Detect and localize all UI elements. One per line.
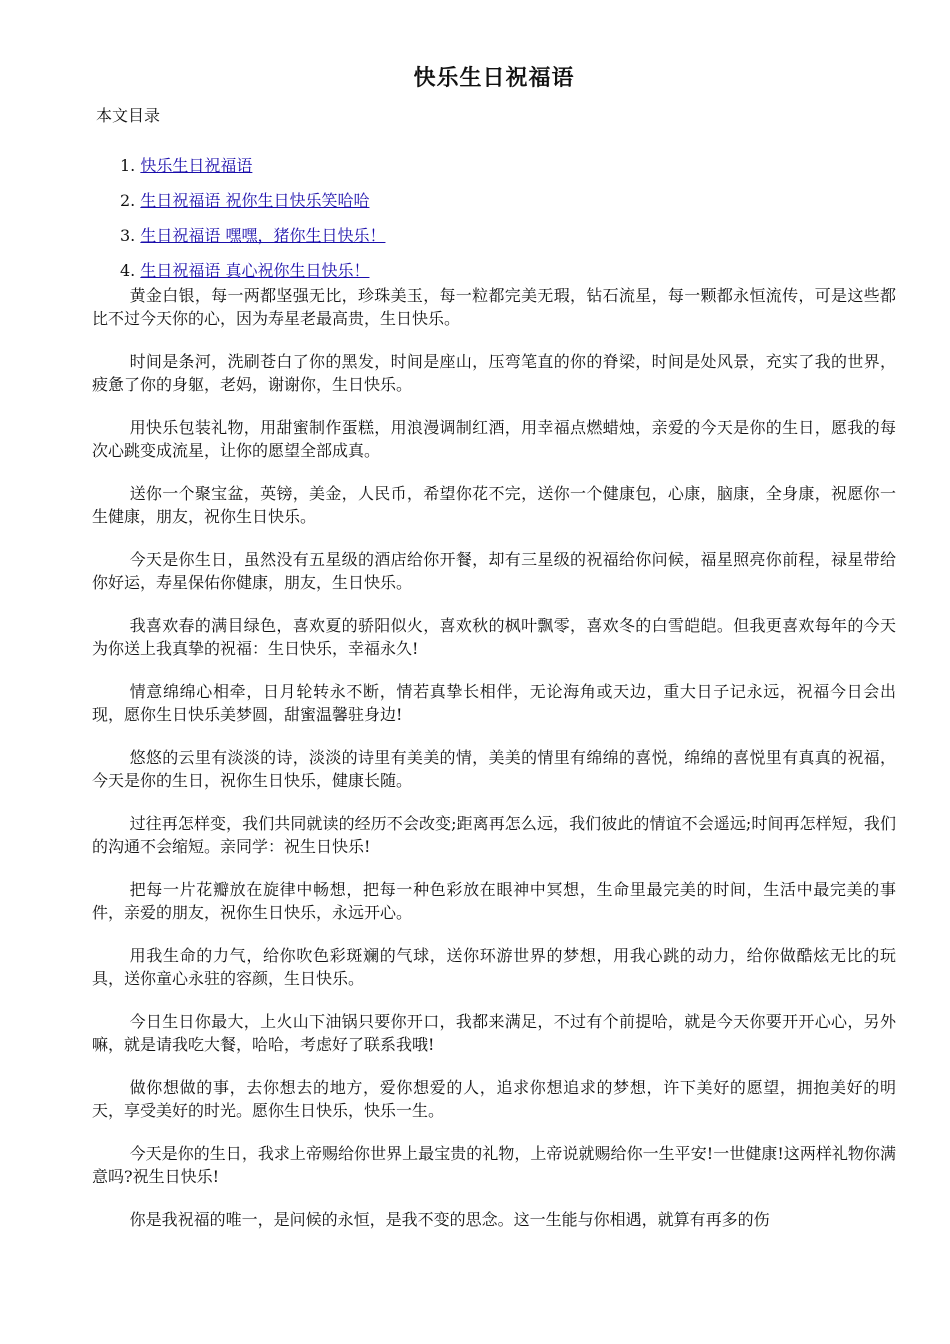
toc-link-2[interactable]: 生日祝福语 祝你生日快乐笑哈哈	[140, 191, 370, 210]
paragraph: 今日生日你最大，上火山下油锅只要你开口，我都来满足，不过有个前提哈，就是今天你要开开心心，另外嘛，就是请我吃大餐，哈哈，考虑好了联系我哦!	[92, 1012, 896, 1054]
paragraph: 情意绵绵心相牵，日月轮转永不断，情若真挚长相伴，无论海角或天边，重大日子记永远，祝福今日会出现，愿你生日快乐美梦圆，甜蜜温馨驻身边!	[92, 682, 896, 724]
toc-link-4[interactable]: 生日祝福语 真心祝你生日快乐！	[140, 261, 370, 280]
toc-item	[120, 224, 896, 247]
paragraph: 用我生命的力气，给你吹色彩斑斓的气球，送你环游世界的梦想，用我心跳的动力，给你做酷炫无比的玩具，送你童心永驻的容颜，生日快乐。	[92, 946, 896, 988]
paragraph: 把每一片花瓣放在旋律中畅想，把每一种色彩放在眼神中冥想，生命里最完美的时间，生活中最完美的事件，亲爱的朋友，祝你生日快乐，永远开心。	[92, 880, 896, 922]
toc-number: 1.	[120, 156, 136, 175]
toc-number: 3.	[120, 226, 136, 245]
paragraph: 过往再怎样变，我们共同就读的经历不会改变;距离再怎么远，我们彼此的情谊不会遥远;时间再怎样短，我们的沟通不会缩短。亲同学：祝生日快乐!	[92, 814, 896, 856]
toc-number: 4.	[120, 261, 136, 280]
toc-link-3[interactable]: 生日祝福语 嘿嘿，猪你生日快乐！	[140, 226, 386, 245]
toc-link-1[interactable]: 快乐生日祝福语	[140, 156, 253, 175]
toc-item	[120, 154, 896, 177]
paragraph: 时间是条河，洗刷苍白了你的黑发，时间是座山，压弯笔直的你的脊梁，时间是处风景，充实了我的世界，疲惫了你的身躯，老妈，谢谢你，生日快乐。	[92, 352, 896, 394]
paragraph: 黄金白银，每一两都坚强无比，珍珠美玉，每一粒都完美无瑕，钻石流星，每一颗都永恒流传，可是这些都比不过今天你的心，因为寿星老最高贵，生日快乐。	[92, 286, 896, 328]
paragraph: 我喜欢春的满目绿色，喜欢夏的骄阳似火，喜欢秋的枫叶飘零，喜欢冬的白雪皑皑。但我更喜欢每年的今天为你送上我真挚的祝福：生日快乐，幸福永久!	[92, 616, 896, 658]
toc-item	[120, 259, 896, 282]
paragraph: 做你想做的事，去你想去的地方，爱你想爱的人，追求你想追求的梦想，许下美好的愿望，拥抱美好的明天，享受美好的时光。愿你生日快乐，快乐一生。	[92, 1078, 896, 1120]
paragraph: 悠悠的云里有淡淡的诗，淡淡的诗里有美美的情，美美的情里有绵绵的喜悦，绵绵的喜悦里有真真的祝福，今天是你的生日，祝你生日快乐，健康长随。	[92, 748, 896, 790]
paragraph: 今天是你的生日，我求上帝赐给你世界上最宝贵的礼物，上帝说就赐给你一生平安!一世健康!这两样礼物你满意吗?祝生日快乐!	[92, 1144, 896, 1186]
toc-heading: 本文目录	[96, 106, 161, 125]
paragraph: 用快乐包装礼物，用甜蜜制作蛋糕，用浪漫调制红酒，用幸福点燃蜡烛，亲爱的今天是你的生日，愿我的每次心跳变成流星，让你的愿望全部成真。	[92, 418, 896, 460]
document-title: 快乐生日祝福语	[413, 66, 575, 91]
toc-item	[120, 189, 896, 212]
paragraph: 今天是你生日，虽然没有五星级的酒店给你开餐，却有三星级的祝福给你问候，福星照亮你前程，禄星带给你好运，寿星保佑你健康，朋友，生日快乐。	[92, 550, 896, 592]
table-of-contents	[92, 154, 896, 282]
toc-number: 2.	[120, 191, 136, 210]
paragraph: 你是我祝福的唯一，是问候的永恒，是我不变的思念。这一生能与你相遇，就算有再多的伤	[129, 1210, 770, 1229]
document-page	[92, 60, 896, 1251]
paragraph: 送你一个聚宝盆，英镑，美金，人民币，希望你花不完，送你一个健康包，心康，脑康，全身康，祝愿你一生健康，朋友，祝你生日快乐。	[92, 484, 896, 526]
